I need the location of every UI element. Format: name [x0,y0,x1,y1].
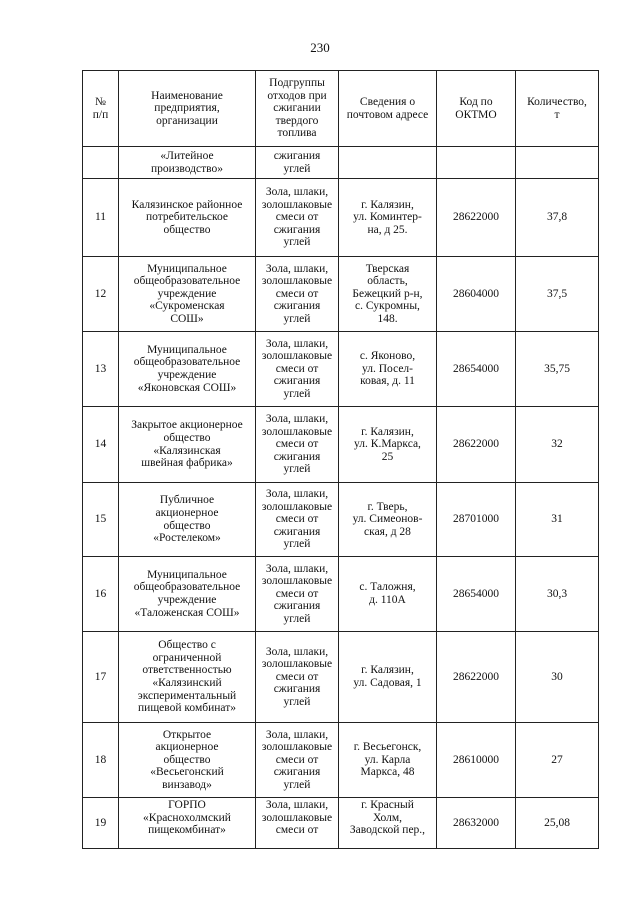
cell-quantity: 31 [516,483,599,557]
cell-oktmo: 28654000 [437,557,516,632]
cell-oktmo: 28632000 [437,798,516,849]
cell-address: Тверская область, Бежецкий р-н, с. Сукромны, 148. [339,257,437,332]
table-row [83,147,599,179]
header-waste-subgroup: Подгруппы отходов при сжигании твердого топлива [256,71,339,147]
cell-quantity: 37,5 [516,257,599,332]
cell-waste-subgroup: Зола, шлаки, золошлаковые смеси от сжигания углей [256,179,339,257]
cell-number: 13 [83,332,119,407]
table-row [83,632,599,723]
cell-quantity: 35,75 [516,332,599,407]
cell-address: г. Калязин, ул. Коминтер- на, д 25. [339,179,437,257]
table-row [83,798,599,849]
header-oktmo: Код по ОКТМО [437,71,516,147]
header-number: № п/п [83,71,119,147]
cell-oktmo: 28610000 [437,723,516,798]
table-row [83,407,599,483]
cell-organization: Муниципальное общеобразовательное учреждение «Сукроменская СОШ» [119,257,256,332]
table-row [83,179,599,257]
cell-oktmo: 28622000 [437,632,516,723]
cell-address: г. Красный Холм, Заводской пер., [339,798,437,849]
table-row [83,332,599,407]
cell-quantity: 25,08 [516,798,599,849]
cell-oktmo: 28622000 [437,407,516,483]
cell-organization: Закрытое акционерное общество «Калязинская швейная фабрика» [119,407,256,483]
cell-oktmo [437,147,516,179]
page-number: 230 [310,40,330,55]
cell-organization: Общество с ограниченной ответственностью «Калязинский экспериментальный пищевой комбинат» [119,632,256,723]
cell-waste-subgroup: Зола, шлаки, золошлаковые смеси от сжигания углей [256,723,339,798]
cell-waste-subgroup: сжигания углей [256,147,339,179]
cell-number: 12 [83,257,119,332]
cell-number: 14 [83,407,119,483]
cell-organization: «Литейное производство» [119,147,256,179]
cell-number: 11 [83,179,119,257]
cell-number: 19 [83,798,119,849]
cell-address: г. Тверь, ул. Симеонов- ская, д 28 [339,483,437,557]
waste-table [82,70,599,849]
table-row [83,257,599,332]
cell-number: 15 [83,483,119,557]
cell-organization: Муниципальное общеобразовательное учреждение «Таложенская СОШ» [119,557,256,632]
cell-organization: Калязинское районное потребительское общество [119,179,256,257]
cell-quantity: 30 [516,632,599,723]
cell-waste-subgroup: Зола, шлаки, золошлаковые смеси от сжигания углей [256,483,339,557]
cell-address [339,147,437,179]
table-row [83,557,599,632]
cell-address: г. Весьегонск, ул. Карла Маркса, 48 [339,723,437,798]
cell-waste-subgroup: Зола, шлаки, золошлаковые смеси от сжигания углей [256,632,339,723]
cell-oktmo: 28701000 [437,483,516,557]
cell-oktmo: 28654000 [437,332,516,407]
cell-waste-subgroup: Зола, шлаки, золошлаковые смеси от сжигания углей [256,407,339,483]
cell-quantity [516,147,599,179]
cell-quantity: 32 [516,407,599,483]
cell-quantity: 37,8 [516,179,599,257]
cell-organization: Открытое акционерное общество «Весьегонский винзавод» [119,723,256,798]
cell-address: г. Калязин, ул. Садовая, 1 [339,632,437,723]
table-body [83,71,599,849]
cell-quantity: 30,3 [516,557,599,632]
cell-organization: ГОРПО «Краснохолмский пищекомбинат» [119,798,256,849]
cell-number: 17 [83,632,119,723]
cell-number: 16 [83,557,119,632]
header-quantity: Количество, т [516,71,599,147]
cell-oktmo: 28604000 [437,257,516,332]
cell-waste-subgroup: Зола, шлаки, золошлаковые смеси от сжигания углей [256,557,339,632]
cell-oktmo: 28622000 [437,179,516,257]
header-organization: Наименование предприятия, организации [119,71,256,147]
cell-waste-subgroup: Зола, шлаки, золошлаковые смеси от сжигания углей [256,332,339,407]
table-row [83,483,599,557]
cell-waste-subgroup: Зола, шлаки, золошлаковые смеси от [256,798,339,849]
cell-quantity: 27 [516,723,599,798]
cell-organization: Муниципальное общеобразовательное учреждение «Яконовская СОШ» [119,332,256,407]
cell-organization: Публичное акционерное общество «Ростелеком» [119,483,256,557]
table-row [83,723,599,798]
header-row [83,71,599,147]
cell-number [83,147,119,179]
cell-address: г. Калязин, ул. К.Маркса, 25 [339,407,437,483]
cell-address: с. Таложня, д. 110А [339,557,437,632]
header-address: Сведения о почтовом адресе [339,71,437,147]
cell-number: 18 [83,723,119,798]
cell-waste-subgroup: Зола, шлаки, золошлаковые смеси от сжигания углей [256,257,339,332]
cell-address: с. Яконово, ул. Посел- ковая, д. 11 [339,332,437,407]
